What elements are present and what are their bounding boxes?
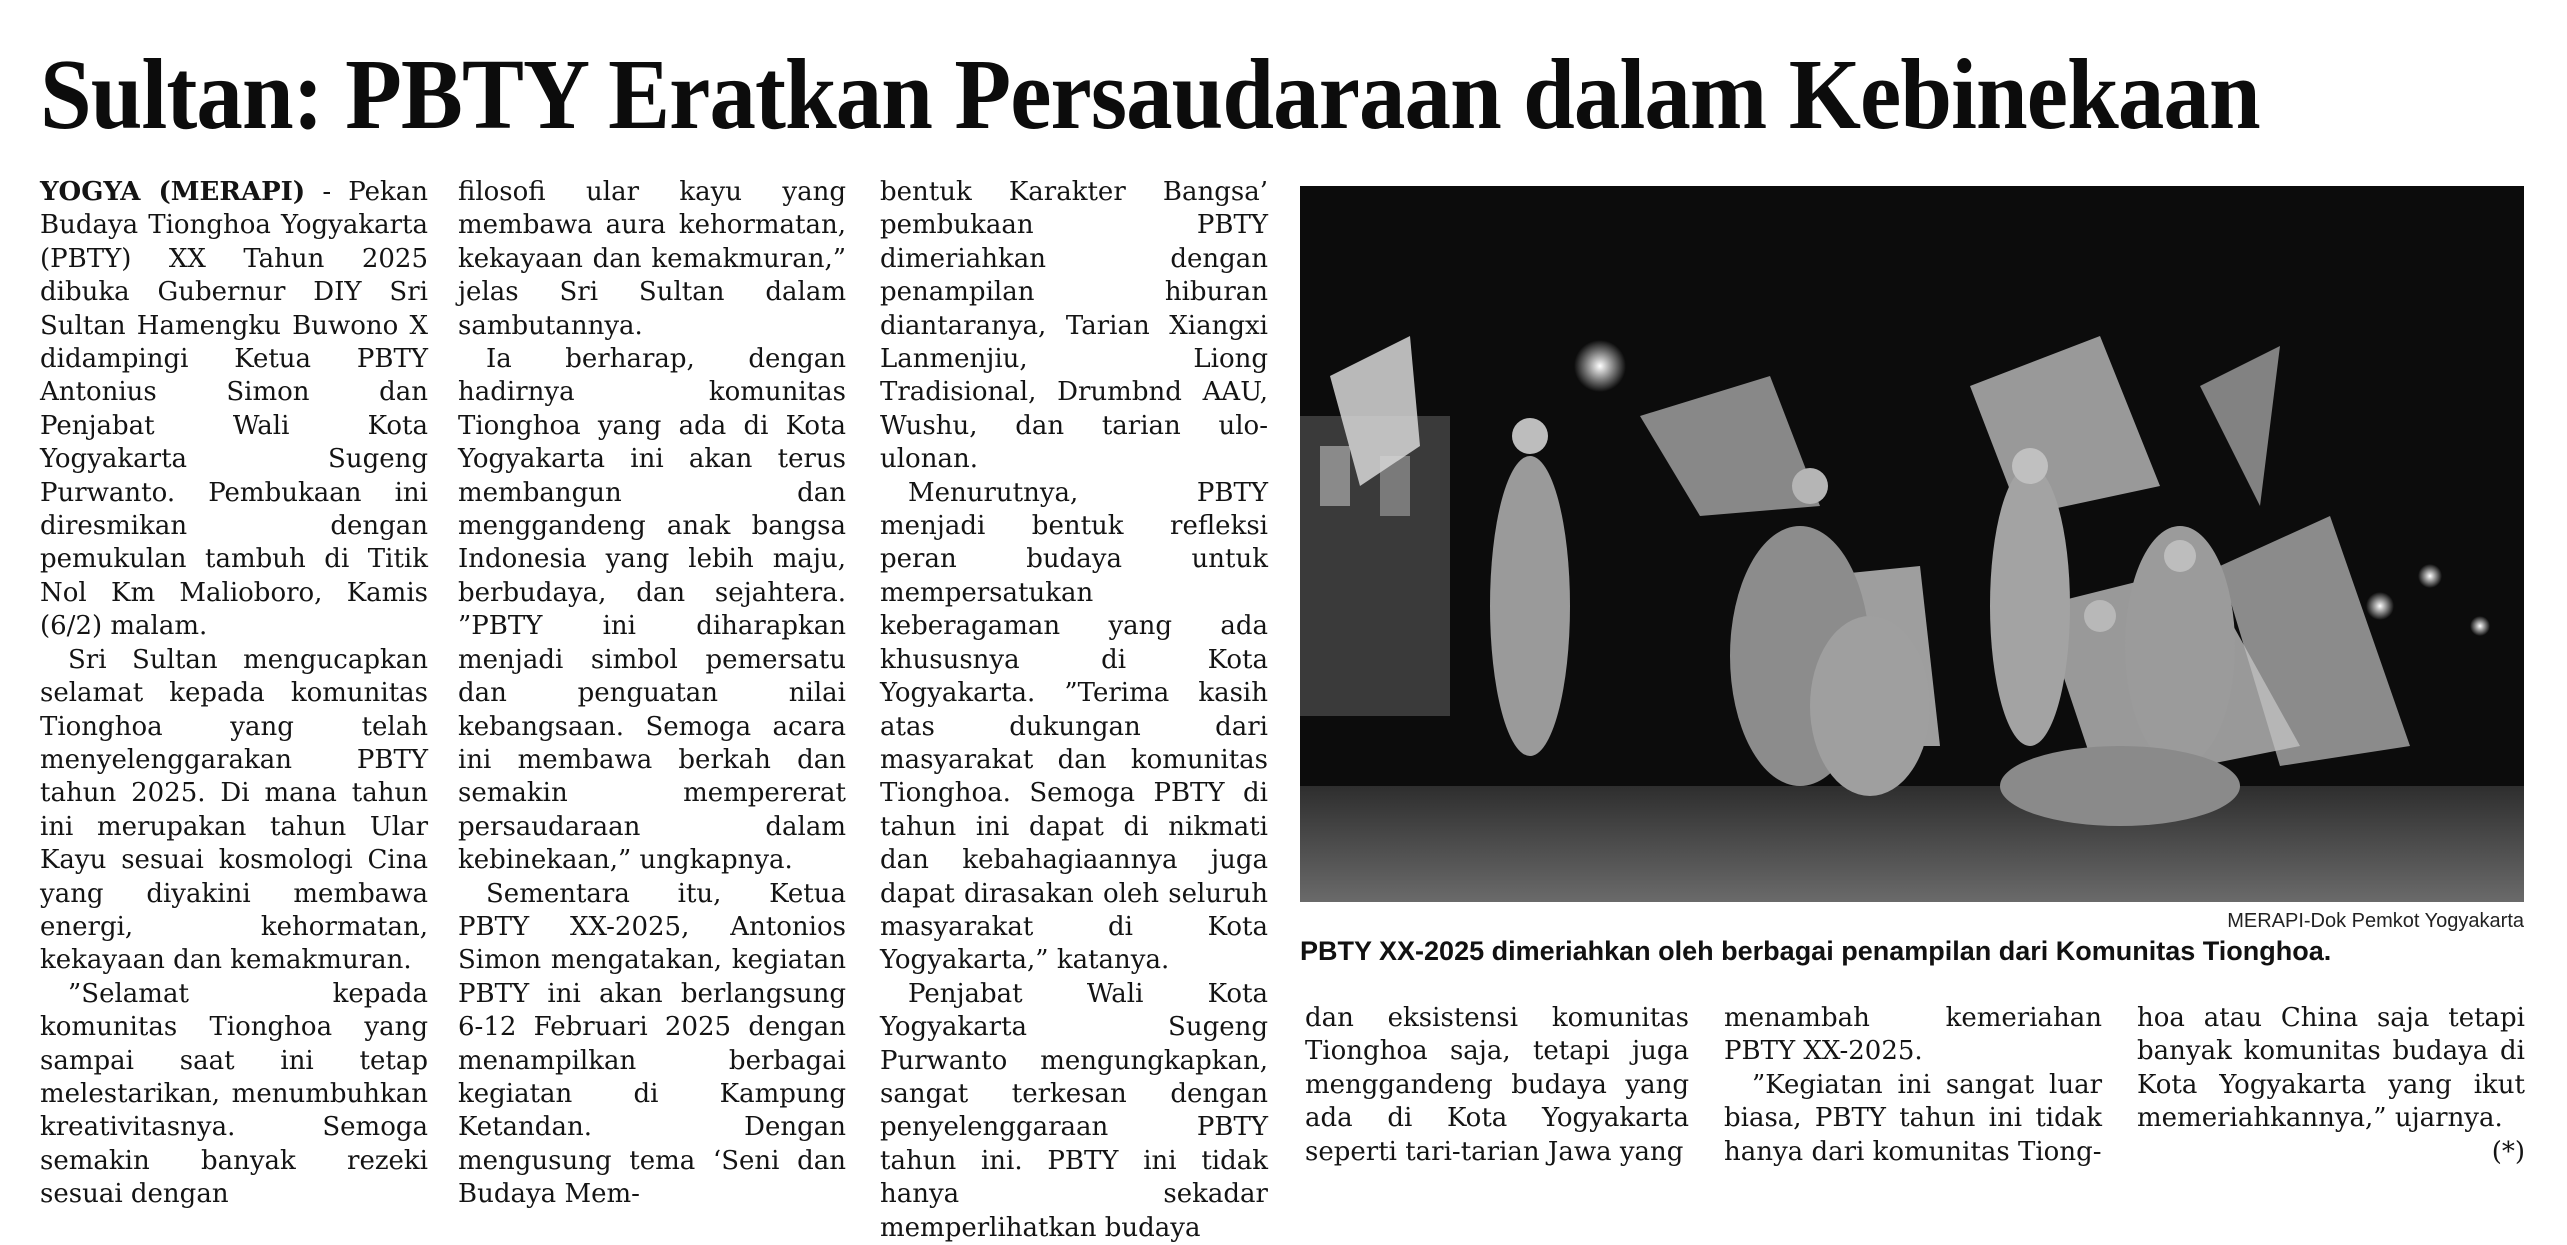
paragraph: ”Kegiatan ini sangat luar biasa, PBTY tahun ini tidak hanya dari komunitas Tiong- xyxy=(1724,1069,2102,1167)
paragraph: Ia berharap, dengan hadirnya komunitas Tionghoa yang ada di Kota Yogyakarta ini akan terus membangun dan menggandeng anak bangsa Indonesia yang lebih maju, berbudaya, dan sejahtera. ”PBTY ini diharapkan menjadi simbol pemersatu dan penguatan nilai kebangsaan. Semoga acara ini membawa berkah dan semakin mempererat persaudaraan dalam kebinekaan,” ungkapnya. xyxy=(458,344,846,876)
dateline: YOGYA (MERAPI) xyxy=(40,177,306,207)
paragraph: menambah kemeriahan PBTY XX-2025. xyxy=(1724,1003,2102,1067)
end-mark: (*) xyxy=(2491,1136,2525,1167)
paragraph: bentuk Karakter Bangsa’ pembukaan PBTY dimeriahkan dengan penampilan hiburan diantaranya, Tarian Xiangxi Lanmenjiu, Liong Tradisional, Drumbnd AAU, Wushu, dan tarian ulo-ulonan. xyxy=(880,177,1268,475)
paragraph: dan eksistensi komunitas Tionghoa saja, tetapi juga menggandeng budaya yang ada di Kota Yogyakarta seperti tari-tarian Jawa yang xyxy=(1305,1003,1689,1167)
paragraph: Penjabat Wali Kota Yogyakarta Sugeng Purwanto mengungkapkan, sangat terkesan dengan penyelenggaraan PBTY tahun ini. PBTY ini tidak hanya sekadar memperlihatkan budaya xyxy=(880,978,1268,1243)
article-column-5 xyxy=(1724,1002,2102,1169)
article-column-2 xyxy=(458,176,846,1212)
photo-caption: PBTY XX-2025 dimeriahkan oleh berbagai penampilan dari Komunitas Tionghoa. xyxy=(1300,936,2332,966)
dancers-photo-illustration xyxy=(1300,186,2524,902)
headline: Sultan: PBTY Eratkan Persaudaraan dalam Kebinekaan xyxy=(40,38,2260,150)
article-column-4 xyxy=(1305,1002,1689,1169)
paragraph: Sri Sultan mengucapkan selamat kepada komunitas Tionghoa yang telah menyelenggarakan PBTY tahun 2025. Di mana tahun ini merupakan tahun Ular Kayu sesuai kosmologi Cina yang diyakini membawa energi, kehormatan, kekayaan dan kemakmuran. xyxy=(40,644,428,976)
paragraph: Menurutnya, PBTY menjadi bentuk refleksi peran budaya untuk mempersatukan keberagaman yang ada khususnya di Kota Yogyakarta. ”Terima kasih atas dukungan dari masyarakat dan komunitas Tionghoa. Semoga PBTY di tahun ini dapat di nikmati dan kebahagiaannya juga dapat dirasakan oleh seluruh masyarakat di Kota Yogyakarta,” katanya. xyxy=(880,477,1268,976)
photo-credit: MERAPI-Dok Pemkot Yogyakarta xyxy=(2227,910,2524,932)
article-column-1 xyxy=(40,176,428,1212)
paragraph: hoa atau China saja tetapi banyak komunitas budaya di Kota Yogyakarta yang ikut memeriahkannya,” ujarnya. xyxy=(2137,1003,2525,1134)
paragraph: ”Selamat kepada komunitas Tionghoa yang sampai saat ini tetap melestarikan, menumbuhkan kreativitasnya. Semoga semakin banyak rezeki sesuai dengan xyxy=(40,978,428,1210)
paragraph: filosofi ular kayu yang membawa aura kehormatan, kekayaan dan kemakmuran,” jelas Sri Sultan dalam sambutannya. xyxy=(458,177,846,341)
news-photo xyxy=(1300,186,2524,902)
paragraph xyxy=(40,176,428,644)
paragraph: Sementara itu, Ketua PBTY XX-2025, Antonios Simon mengatakan, kegiatan PBTY ini akan berlangsung 6-12 Februari 2025 dengan menampilkan berbagai kegiatan di Kampung Ketandan. Dengan mengusung tema ‘Seni dan Budaya Mem- xyxy=(458,878,846,1210)
paragraph-text: - Pekan Budaya Tionghoa Yogyakarta (PBTY) XX Tahun 2025 dibuka Gubernur DIY Sri Sultan Hamengku Buwono X didampingi Ketua PBTY Antonius Simon dan Penjabat Wali Kota Yogyakarta Sugeng Purwanto. Pembukaan ini diresmikan dengan pemukulan tambuh di Titik Nol Km Malioboro, Kamis (6/2) malam. xyxy=(40,177,429,642)
article-column-3 xyxy=(880,176,1268,1245)
article-column-6 xyxy=(2137,1002,2525,1169)
